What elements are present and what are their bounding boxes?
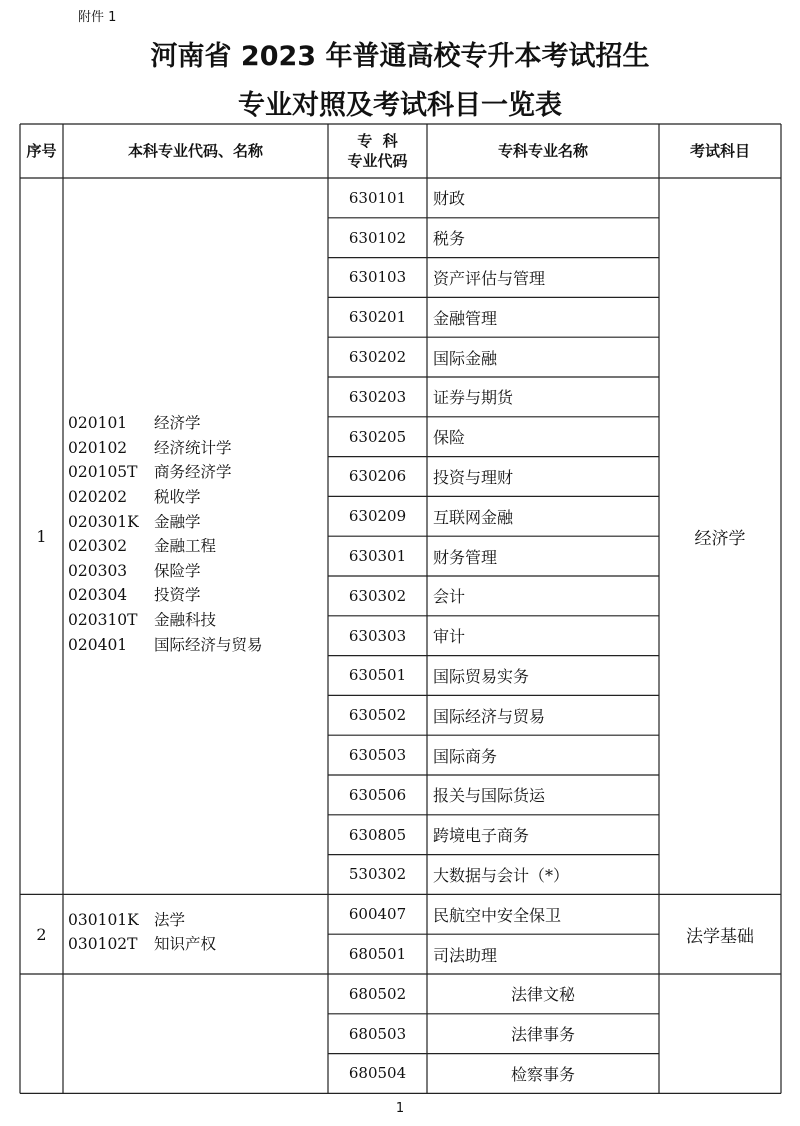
- bachelor-item: [68, 485, 263, 510]
- header-code-line: 专 科: [357, 132, 398, 150]
- bachelor-item: [68, 411, 263, 436]
- bachelor-code: 020101: [68, 414, 128, 433]
- major-code: 630303: [348, 626, 407, 645]
- major-code: 630301: [348, 547, 407, 566]
- major-name: 司法助理: [433, 945, 498, 965]
- bachelor-name: 经济统计学: [154, 438, 232, 457]
- bachelor-name: 知识产权: [154, 935, 217, 954]
- major-code: 630205: [348, 427, 407, 446]
- bachelor-code: 020202: [68, 487, 128, 506]
- header-code: [328, 124, 427, 178]
- major-name: 互联网金融: [433, 507, 514, 527]
- major-name: 财务管理: [433, 547, 498, 567]
- bachelor-code: 020105T: [68, 463, 138, 482]
- major-name: 国际商务: [433, 746, 498, 766]
- major-code: 680502: [348, 984, 407, 1003]
- bachelor-name: 国际经济与贸易: [154, 635, 263, 654]
- bachelor-name: 金融学: [154, 512, 201, 531]
- major-name: 资产评估与管理: [433, 268, 546, 288]
- bachelor-item: [68, 436, 263, 461]
- major-code: 680501: [348, 945, 407, 964]
- major-code: 630201: [348, 308, 407, 327]
- major-name: 会计: [433, 587, 466, 607]
- major-name: 大数据与会计（*）: [433, 865, 570, 885]
- attachment-label: 附件 1: [78, 10, 117, 25]
- bachelor-item: [68, 908, 216, 933]
- major-code: 630502: [348, 706, 407, 725]
- major-code: 530302: [348, 865, 407, 884]
- bachelor-name: 经济学: [154, 414, 201, 433]
- bachelor-item: [68, 932, 216, 957]
- bachelor-code: 020102: [68, 438, 128, 457]
- group-subject: 法学基础: [686, 926, 754, 947]
- major-name: 金融管理: [433, 308, 498, 328]
- bachelor-name: 金融工程: [154, 537, 217, 556]
- group-subject: [659, 974, 781, 1093]
- major-code: 680504: [348, 1064, 407, 1083]
- bachelor-code: 020304: [68, 586, 128, 605]
- group-seq: 2: [36, 924, 47, 944]
- group-subject: 经济学: [694, 528, 746, 549]
- title-line-2: 专业对照及考试科目一览表: [238, 90, 562, 121]
- bachelor-code: 020302: [68, 537, 128, 556]
- bachelor-name: 法学: [154, 910, 186, 929]
- major-name: 财政: [433, 189, 466, 209]
- major-code: 630501: [348, 666, 407, 685]
- bachelor-item: [68, 510, 263, 535]
- major-code: 630102: [348, 228, 407, 247]
- bachelor-code: 030101K: [68, 910, 139, 929]
- page-number: 1: [395, 1101, 405, 1116]
- bachelor-code: 020301K: [68, 512, 139, 531]
- major-name: 报关与国际货运: [433, 786, 546, 806]
- major-name: 跨境电子商务: [433, 826, 530, 846]
- major-code: 630202: [348, 348, 407, 367]
- header-bachelor: 本科专业代码、名称: [127, 142, 263, 160]
- major-code: 630302: [348, 586, 407, 605]
- major-name: 国际贸易实务: [433, 666, 530, 686]
- bachelor-code: 030102T: [68, 935, 138, 954]
- bachelor-list: [68, 411, 263, 657]
- major-name: 审计: [433, 627, 466, 647]
- bachelor-item: [68, 534, 263, 559]
- major-code: 630503: [348, 746, 407, 765]
- header-name: 专科专业名称: [497, 142, 588, 160]
- major-name: 证券与期货: [433, 388, 514, 408]
- bachelor-name: 投资学: [154, 586, 201, 605]
- major-name: 国际经济与贸易: [433, 706, 546, 726]
- major-name: 国际金融: [433, 348, 498, 368]
- bachelor-list: [68, 908, 216, 957]
- major-name: 保险: [433, 428, 466, 448]
- bachelor-code: 020303: [68, 561, 128, 580]
- bachelor-item: [68, 633, 263, 658]
- major-name: 法律事务: [510, 1025, 575, 1045]
- major-code: 680503: [348, 1024, 407, 1043]
- major-name: 检察事务: [510, 1064, 575, 1084]
- major-name: 投资与理财: [433, 467, 514, 487]
- title-line-1: 河南省 2023 年普通高校专升本考试招生: [150, 41, 650, 72]
- group-seq: 1: [36, 526, 47, 546]
- major-code: 600407: [348, 905, 407, 924]
- bachelor-name: 保险学: [154, 561, 201, 580]
- bachelor-name: 金融科技: [154, 610, 217, 629]
- major-name: 税务: [433, 229, 466, 249]
- major-code: 630506: [348, 785, 407, 804]
- bachelor-item: [68, 460, 263, 485]
- bachelor-name: 商务经济学: [154, 463, 232, 482]
- bachelor-code: 020401: [68, 635, 128, 654]
- bachelor-item: [68, 583, 263, 608]
- major-name: 法律文秘: [510, 985, 575, 1005]
- major-code: 630101: [348, 188, 407, 207]
- header-subject: 考试科目: [689, 142, 750, 160]
- bachelor-code: 020310T: [68, 610, 138, 629]
- major-code: 630805: [348, 825, 407, 844]
- group-seq: [20, 974, 63, 1093]
- header-code-line: 专业代码: [347, 152, 408, 170]
- major-code: 630203: [348, 387, 407, 406]
- major-name: 民航空中安全保卫: [433, 905, 562, 925]
- major-code: 630206: [348, 467, 407, 486]
- major-code: 630103: [348, 268, 407, 287]
- bachelor-name: 税收学: [154, 487, 201, 506]
- bachelor-item: [68, 608, 263, 633]
- major-code: 630209: [348, 507, 407, 526]
- bachelor-item: [68, 559, 263, 584]
- header-seq: 序号: [26, 142, 57, 160]
